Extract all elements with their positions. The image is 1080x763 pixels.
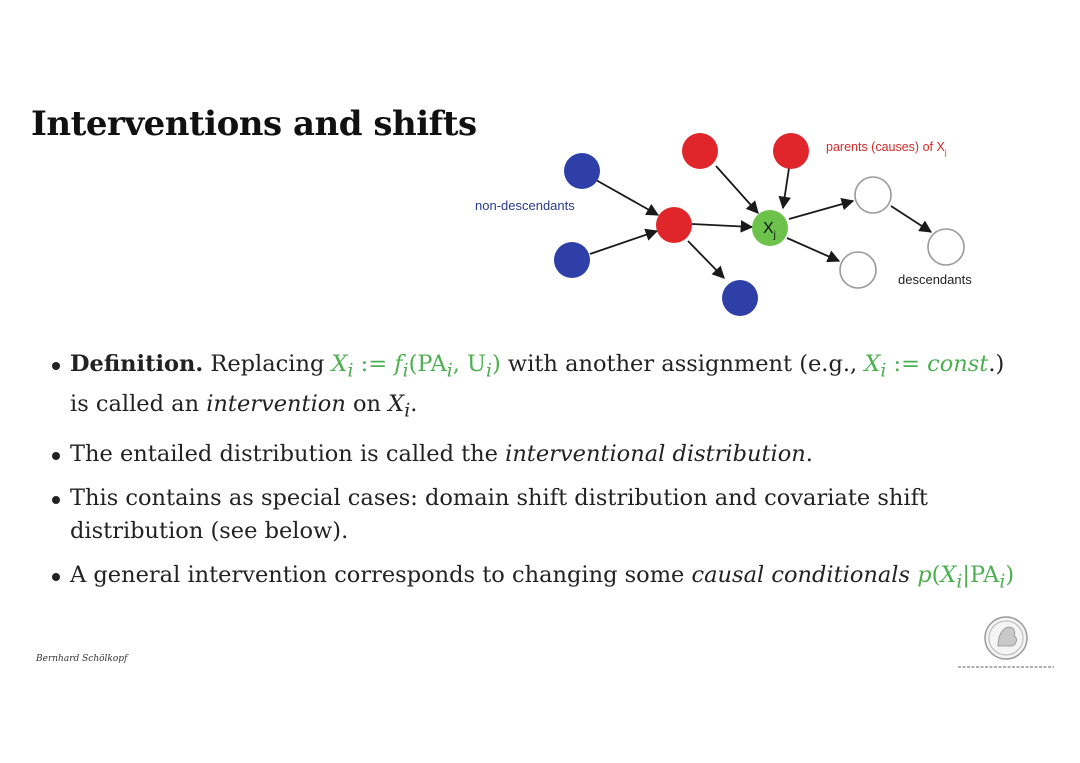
edge-white1-to-white2 bbox=[891, 206, 931, 232]
math-const: const bbox=[927, 351, 989, 377]
math-xi: $X_i$ bbox=[864, 351, 887, 382]
non-descendants-label: non-descendants bbox=[475, 198, 575, 213]
non-descendant-node bbox=[722, 280, 758, 316]
bullet-general-intervention bbox=[48, 559, 1058, 599]
text: Replacing bbox=[203, 351, 332, 377]
edge-red-top1-to-xj bbox=[716, 166, 758, 213]
text: The entailed distribution is called the bbox=[70, 441, 506, 467]
edge-xj-to-white3 bbox=[787, 238, 839, 261]
institute-logo bbox=[954, 614, 1058, 672]
edge-xj-to-white1 bbox=[789, 201, 853, 219]
parent-node bbox=[773, 133, 809, 169]
slide-title: Interventions and shifts bbox=[31, 104, 477, 144]
math-xi: $X_i$ bbox=[388, 390, 411, 421]
descendant-node bbox=[840, 252, 876, 288]
parent-node bbox=[682, 133, 718, 169]
text: on bbox=[345, 390, 389, 417]
edge-red-mid-to-blue3 bbox=[688, 241, 724, 278]
non-descendant-red-node bbox=[656, 207, 692, 243]
bullet-definition bbox=[48, 348, 1058, 427]
edge-blue2-to-red-mid bbox=[590, 231, 657, 254]
bullet-interventional-distribution bbox=[48, 438, 1058, 471]
math-conditional: $p(X_i|PA_i)$ bbox=[917, 562, 1015, 593]
definition-lead: Definition. bbox=[70, 351, 204, 377]
math-pa: ($PA_i$, $U_i$) bbox=[408, 351, 501, 382]
parents-label: parents (causes) of $X_j$ bbox=[826, 140, 947, 157]
text: This contains as special cases: domain shift distribution and covariate shift distribution (see below). bbox=[70, 485, 928, 544]
descendants-label: descendants bbox=[898, 272, 972, 287]
descendant-node bbox=[928, 229, 964, 265]
math-fi: $f_i$ bbox=[394, 351, 409, 382]
edge-red-mid-to-xj bbox=[692, 224, 752, 227]
math-xi: $X_i$ bbox=[331, 351, 354, 382]
text: . bbox=[410, 390, 418, 417]
descendant-node bbox=[855, 177, 891, 213]
text: with another assignment (e.g., bbox=[500, 351, 865, 377]
math-assign: := bbox=[353, 351, 395, 377]
emphasis-intervention: intervention bbox=[206, 390, 346, 417]
text: .) bbox=[988, 351, 1005, 377]
emphasis-causal-conditionals: causal conditionals bbox=[691, 562, 911, 588]
emphasis-interventional-distribution: interventional distribution bbox=[505, 441, 806, 467]
xj-node-label: $X_j$ bbox=[763, 220, 776, 241]
text: is called an bbox=[70, 390, 207, 417]
footer-author: Bernhard Schölkopf bbox=[36, 654, 128, 664]
bullet-special-cases bbox=[48, 482, 1058, 548]
causal-graph-diagram bbox=[462, 120, 982, 330]
bullet-list bbox=[48, 348, 1058, 610]
text: . bbox=[805, 441, 813, 467]
text: A general intervention corresponds to changing some bbox=[70, 562, 692, 588]
non-descendant-node bbox=[554, 242, 590, 278]
math-assign: := bbox=[886, 351, 928, 377]
edge-blue1-to-red-mid bbox=[596, 180, 658, 215]
edge-red-top2-to-xj bbox=[783, 168, 789, 208]
non-descendant-node bbox=[564, 153, 600, 189]
